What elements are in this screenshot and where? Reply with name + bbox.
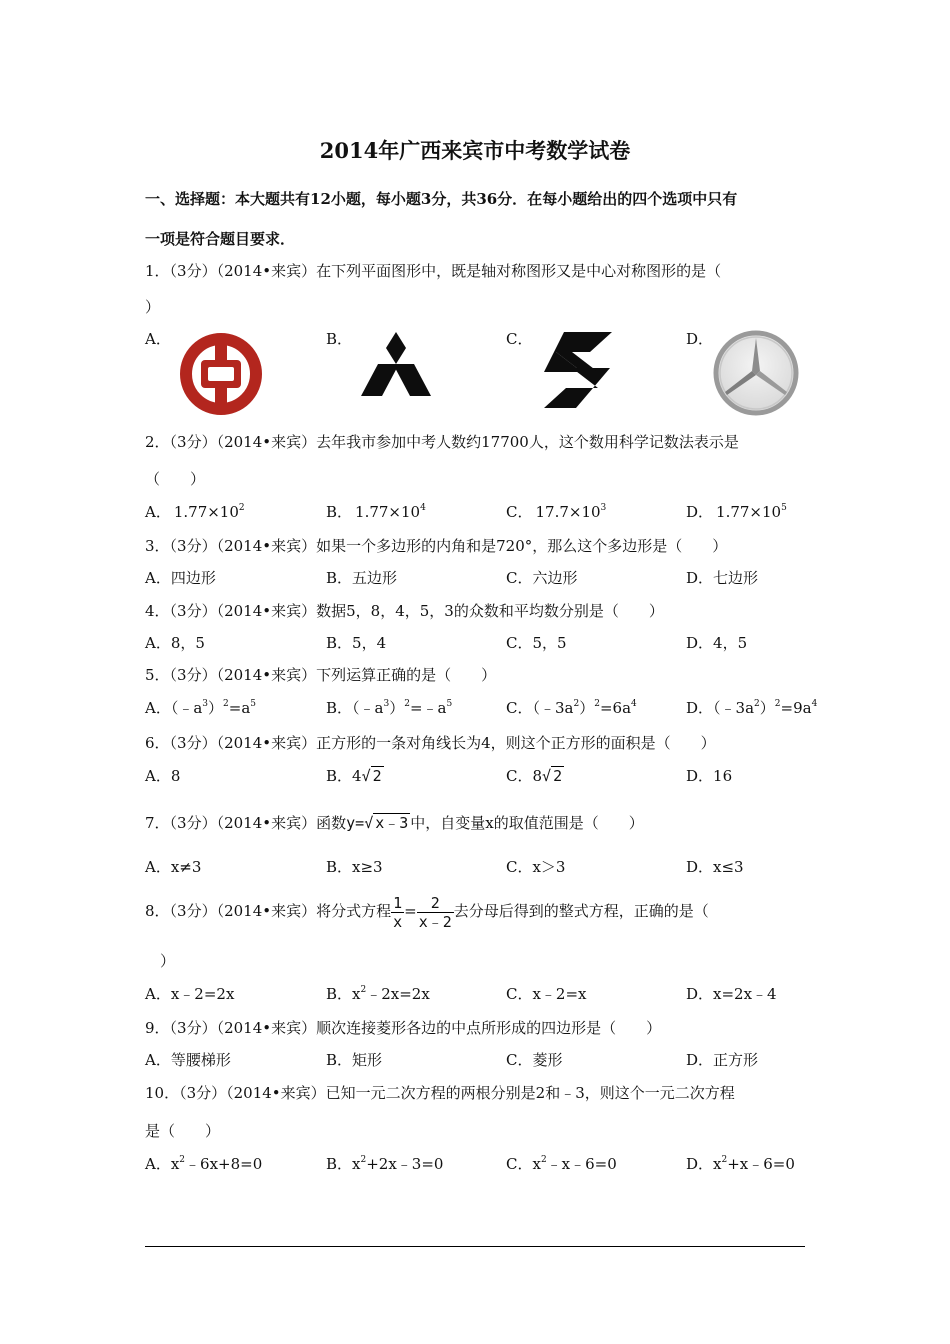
mitsubishi-logo	[356, 330, 436, 400]
q1-stem-cont: ）	[145, 298, 161, 316]
q6-option-a: A．8	[145, 767, 181, 785]
q6-option-d: D．16	[686, 767, 733, 785]
q9-option-c: C．菱形	[506, 1051, 563, 1069]
q8-option-b: B．$x^2﹣2x=2x$	[326, 985, 430, 1003]
q8-stem-cont: ）	[160, 952, 176, 970]
q10-option-d: D．$x^2+x﹣6=0$	[686, 1155, 795, 1173]
q8-option-a: A．x﹣2=2x	[145, 985, 235, 1003]
q7-option-a: A．x≠3	[145, 858, 202, 876]
q10-stem-cont: 是（ ）	[145, 1122, 221, 1140]
q4-option-b: B．5，4	[326, 634, 387, 652]
q5-option-a: A．$(﹣a^3)^2=a^5$	[145, 699, 257, 717]
q2-option-b: B． $1.77\times 10^4$	[326, 503, 426, 521]
q6-option-c: C．8√ 2	[506, 767, 563, 785]
q2-stem-cont: （ ）	[145, 470, 206, 488]
q10-stem: 10．（3分）（2014•来宾）已知一元二次方程的两根分别是2和﹣3，则这个一元二次方程	[145, 1084, 735, 1102]
q9-stem: 9．（3分）（2014•来宾）顺次连接菱形各边的中点所形成的四边形是（ ）	[145, 1019, 662, 1037]
q1-stem: 1．（3分）（2014•来宾）在下列平面图形中，既是轴对称图形又是中心对称图形的是（	[145, 262, 722, 280]
bank-of-china-logo	[175, 330, 267, 418]
q8-option-d: D．x=2x﹣4	[686, 985, 777, 1003]
q3-option-b: B．五边形	[326, 569, 398, 587]
q4-option-d: D．4，5	[686, 634, 748, 652]
section-header-line2: 一项是符合题目要求．	[145, 230, 296, 248]
q1-option-a-label: A．	[145, 330, 171, 348]
page-title: 2014年广西来宾市中考数学试卷	[319, 138, 631, 163]
q10-option-a: A．$x^2﹣6x+8=0$	[145, 1155, 263, 1173]
q8-stem: 8．（3分）（2014•来宾）将分式方程 $\frac{1}{x}$ = $\frac{2}{x﹣2}$ 去分母后得到的整式方程，正确的是（	[145, 893, 709, 931]
q5-stem: 5．（3分）（2014•来宾）下列运算正确的是（ ）	[145, 666, 497, 684]
q6-option-b: B．4√ 2	[326, 767, 382, 785]
page-bottom-rule	[145, 1246, 805, 1247]
q3-option-a: A．四边形	[145, 569, 216, 587]
q7-stem: 7．（3分）（2014•来宾）函数y=√ x﹣3 中，自变量x的取值范围是（ ）	[145, 814, 644, 832]
q1-option-d-label: D．	[686, 330, 714, 348]
q7-option-c: C．x＞3	[506, 858, 566, 876]
q1-option-b-label: B．	[326, 330, 353, 348]
q9-option-b: B．矩形	[326, 1051, 383, 1069]
q10-option-c: C．$x^2﹣x﹣6=0$	[506, 1155, 617, 1173]
q1-option-c-label: C．	[506, 330, 533, 348]
q3-option-d: D．七边形	[686, 569, 759, 587]
suzuki-logo	[536, 330, 618, 410]
q7-option-b: B．x≥3	[326, 858, 383, 876]
q4-option-a: A．8，5	[145, 634, 205, 652]
q9-option-a: A．等腰梯形	[145, 1051, 231, 1069]
q7-option-d: D．x≤3	[686, 858, 744, 876]
q9-option-d: D．正方形	[686, 1051, 759, 1069]
q5-option-c: C．$(﹣3a^2)^2=6a^4$	[506, 699, 637, 717]
section-header-line1: 一、选择题：本大题共有12小题，每小题3分，共36分．在每小题给出的四个选项中只有	[145, 190, 738, 208]
q2-option-c: C． $17.7\times 10^3$	[506, 503, 607, 521]
mercedes-benz-logo	[713, 330, 799, 416]
q10-option-b: B．$x^2+2x﹣3=0$	[326, 1155, 444, 1173]
q4-option-c: C．5，5	[506, 634, 567, 652]
q3-option-c: C．六边形	[506, 569, 578, 587]
q5-option-b: B．$(﹣a^3)^2=﹣a^5$	[326, 699, 453, 717]
q5-option-d: D．$(﹣3a^2)^2=9a^4$	[686, 699, 818, 717]
q4-stem: 4．（3分）（2014•来宾）数据5，8，4，5，3的众数和平均数分别是（ ）	[145, 602, 664, 620]
q8-option-c: C．x﹣2=x	[506, 985, 587, 1003]
q2-stem: 2．（3分）（2014•来宾）去年我市参加中考人数约17700人，这个数用科学记数法表示是	[145, 433, 739, 451]
q2-option-a: A． $1.77\times 10^2$	[145, 503, 245, 521]
q3-stem: 3．（3分）（2014•来宾）如果一个多边形的内角和是720°，那么这个多边形是（ ）	[145, 537, 728, 555]
q2-option-d: D． $1.77\times 10^5$	[686, 503, 787, 521]
q6-stem: 6．（3分）（2014•来宾）正方形的一条对角线长为4，则这个正方形的面积是（ ）	[145, 734, 716, 752]
